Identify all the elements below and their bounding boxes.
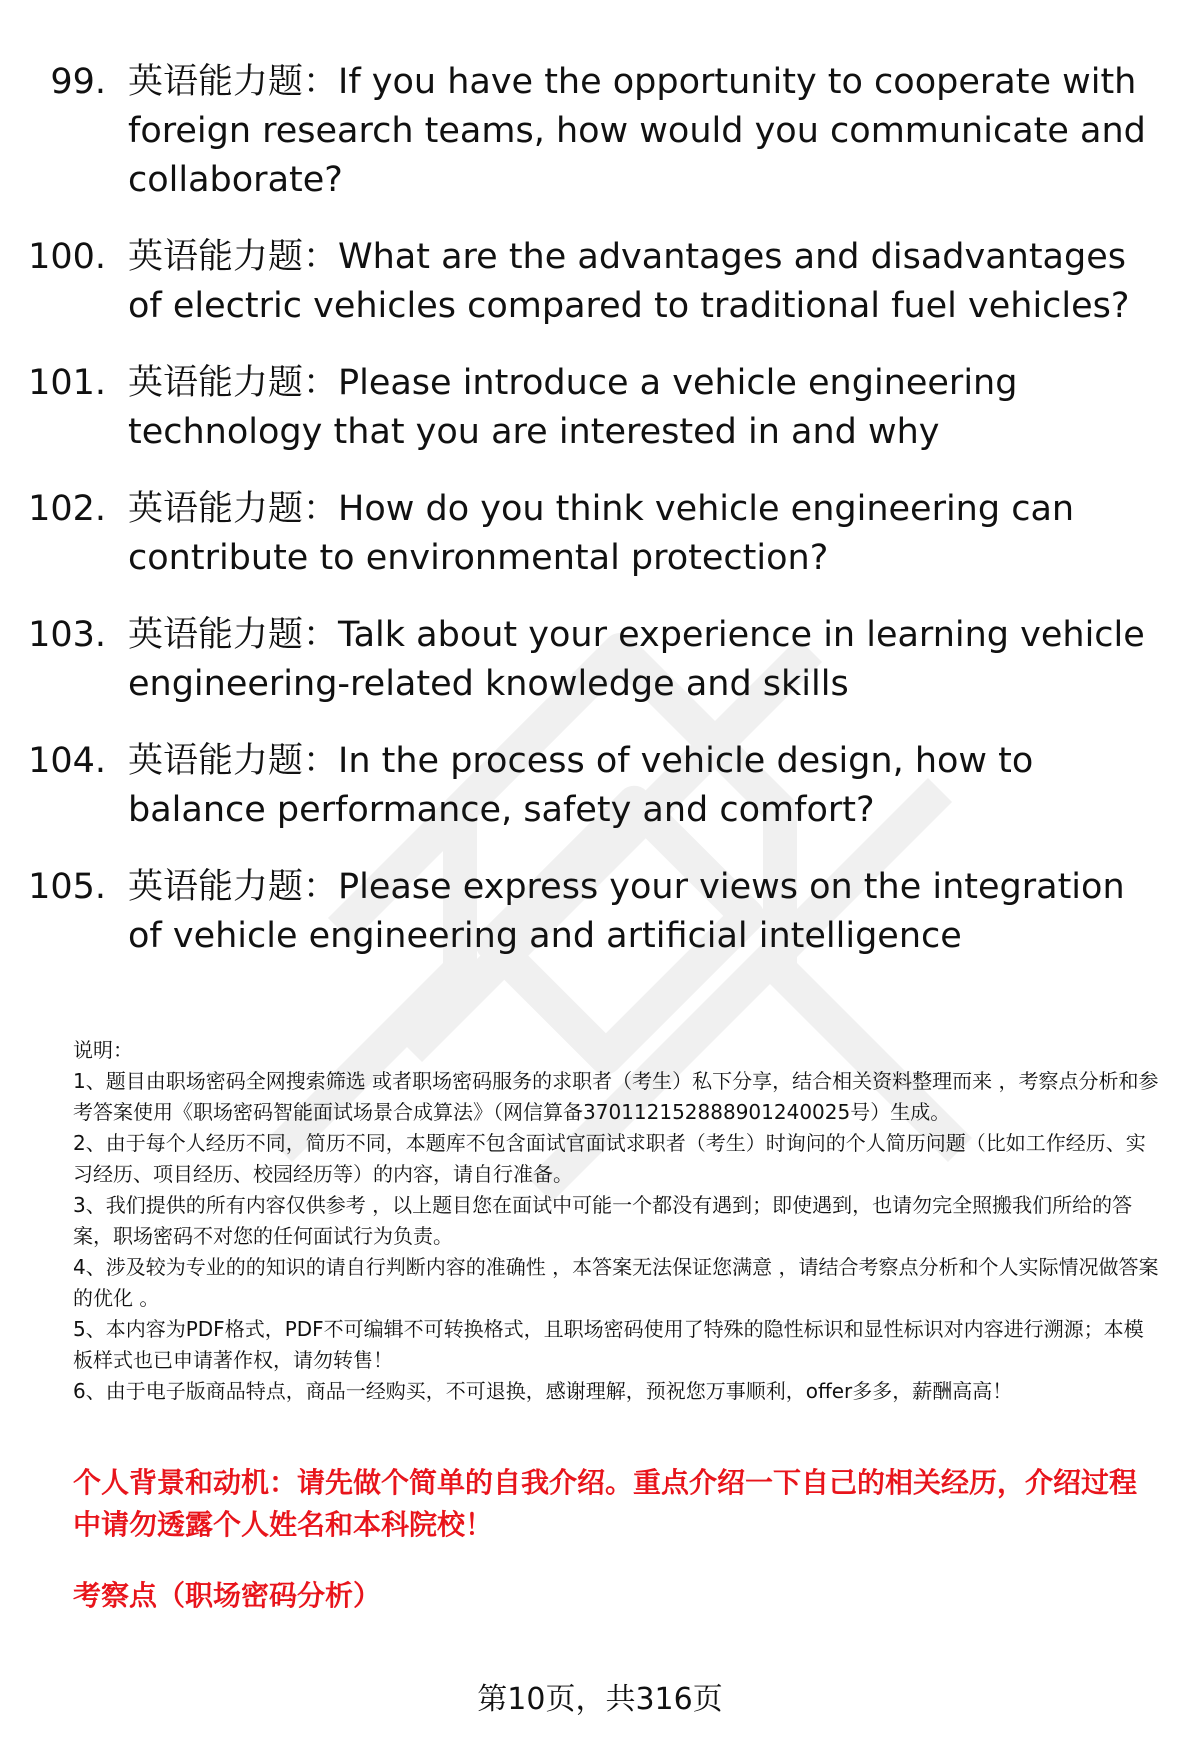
question-number: 102. [28, 489, 106, 529]
question-text: 英语能力题：If you have the opportunity to cooperate with foreign research teams, how would you communicate and collaborate? [128, 62, 1146, 200]
question-number: 104. [28, 741, 106, 781]
question-text: 英语能力题：Please introduce a vehicle engineering technology that you are interested in and why [128, 363, 1018, 452]
notes-section [73, 1035, 1163, 1407]
note-item: 4、涉及较为专业的的知识的请自行判断内容的准确性 ，本答案无法保证您满意 ，请结合考察点分析和个人实际情况做答案的优化 。 [73, 1255, 1159, 1310]
question-text: 英语能力题：In the process of vehicle design, how to balance performance, safety and comfort? [128, 741, 1034, 830]
note-item: 6、由于电子版商品特点，商品一经购买，不可退换，感谢理解，预祝您万事顺利，offer多多，薪酬高高！ [73, 1379, 1013, 1403]
question-number: 101. [28, 363, 106, 403]
note-item: 1、题目由职场密码全网搜索筛选 或者职场密码服务的求职者（考生）私下分享，结合相关资料整理而来 ，考察点分析和参考答案使用《职场密码智能面试场景合成算法》（网信算备370112152888901240025号）生成。 [73, 1069, 1159, 1124]
intro-question: 个人背景和动机：请先做个简单的自我介绍。重点介绍一下自己的相关经历，介绍过程中请勿透露个人姓名和本科院校！ [73, 1466, 1138, 1541]
question-number: 100. [28, 237, 106, 277]
question-text: 英语能力题：What are the advantages and disadvantages of electric vehicles compared to traditional fuel vehicles? [128, 237, 1130, 326]
question-number: 103. [28, 615, 106, 655]
question-text: 英语能力题：Talk about your experience in learning vehicle engineering-related knowledge and skills [128, 615, 1145, 704]
notes-heading: 说明： [73, 1038, 133, 1062]
question-list [0, 58, 1200, 989]
question-item [0, 737, 1200, 835]
question-item [0, 58, 1200, 205]
page-footer: 第10页，共316页 [477, 1682, 723, 1717]
question-item [0, 233, 1200, 331]
question-number: 105. [28, 867, 106, 907]
question-item [0, 863, 1200, 961]
question-item [0, 359, 1200, 457]
analysis-label: 考察点（职场密码分析） [73, 1579, 382, 1612]
question-text: 英语能力题：How do you think vehicle engineering can contribute to environmental protection? [128, 489, 1075, 578]
question-text: 英语能力题：Please express your views on the integration of vehicle engineering and artificial intelligence [128, 867, 1125, 956]
note-item: 5、本内容为PDF格式，PDF不可编辑不可转换格式，且职场密码使用了特殊的隐性标识和显性标识对内容进行溯源；本模板样式也已申请著作权，请勿转售！ [73, 1317, 1144, 1372]
note-item: 3、我们提供的所有内容仅供参考 ，以上题目您在面试中可能一个都没有遇到；即使遇到，也请勿完全照搬我们所给的答案，职场密码不对您的任何面试行为负责。 [73, 1193, 1133, 1248]
question-item [0, 611, 1200, 709]
question-number: 99. [50, 62, 106, 102]
question-item [0, 485, 1200, 583]
note-item: 2、由于每个人经历不同，简历不同，本题库不包含面试官面试求职者（考生）时询问的个人简历问题（比如工作经历、实习经历、项目经历、校园经历等）的内容，请自行准备。 [73, 1131, 1146, 1186]
